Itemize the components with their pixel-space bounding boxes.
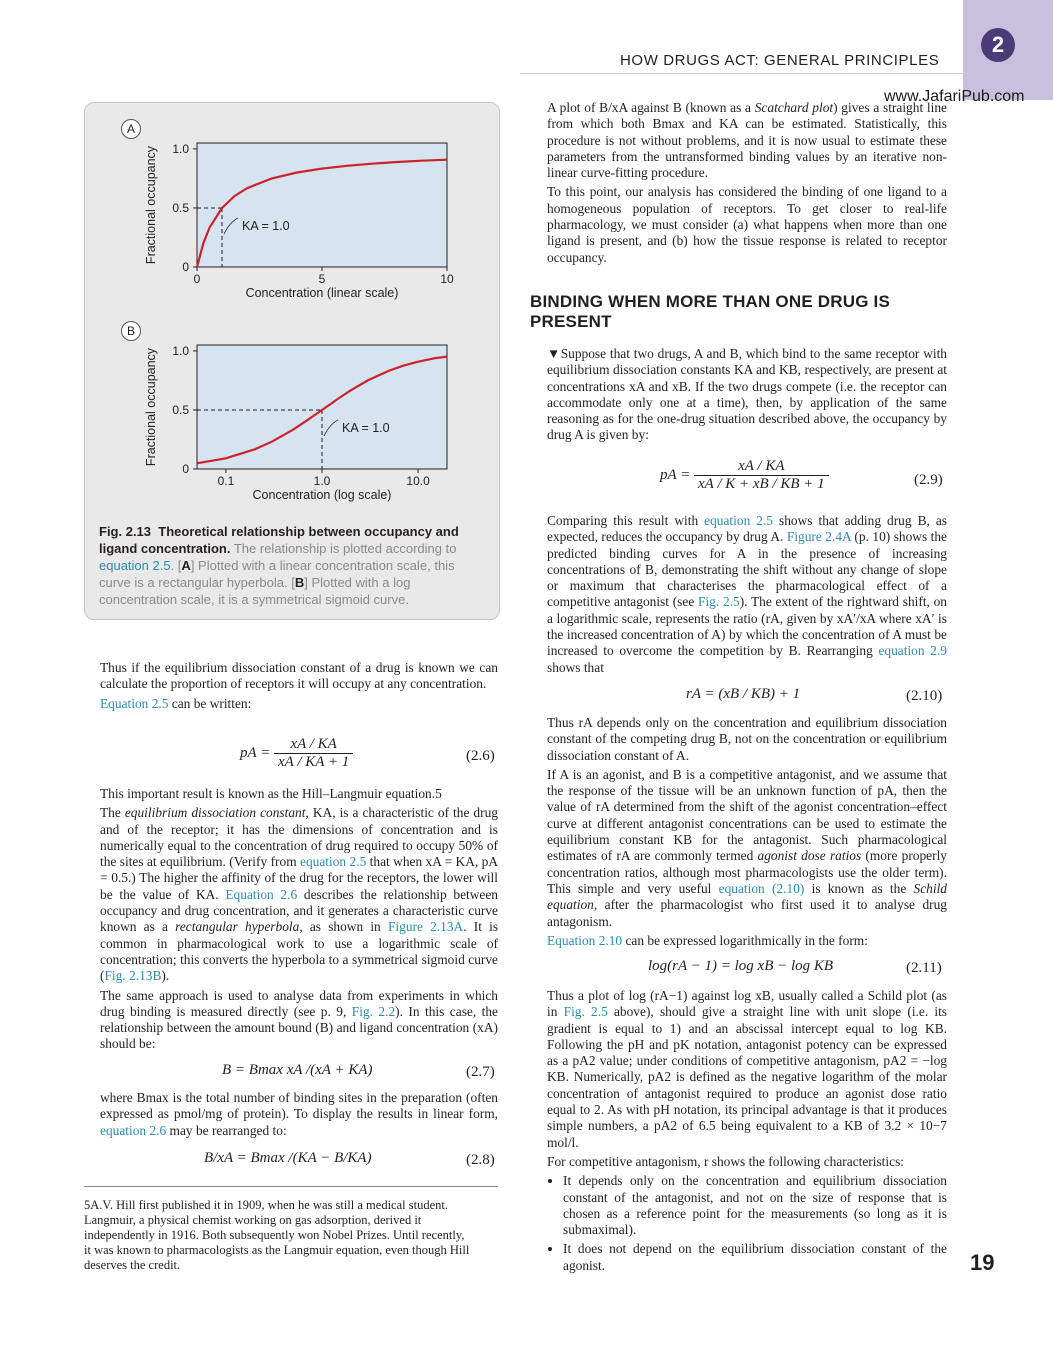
y-tick-label: 1.0	[172, 343, 189, 358]
caption-title: Theoretical relationship between occupancy and ligand concentration.	[99, 524, 459, 556]
annotation-label: KA = 1.0	[242, 218, 290, 233]
paragraph	[100, 805, 498, 984]
paragraph: This important result is known as the Hill–Langmuir equation.5	[100, 786, 442, 801]
equation-number: (2.8)	[466, 1152, 495, 1168]
left-column-body	[100, 660, 498, 715]
text: , KA, is a characteristic of the drug and of the receptor; it has the dimensions of concentration and is numerically equal to the concentration of drug required to occupy 50% of the sites at equilibrium. (Verify from	[100, 805, 498, 870]
equation-link[interactable]: equation 2.5	[704, 513, 774, 528]
figure-link[interactable]: Fig. 2.13B	[104, 968, 162, 984]
term: equilibrium dissociation constant	[124, 805, 306, 821]
text: where Bmax is the total number of binding sites in the preparation (often expressed as pmol/mg of protein). To display the results in linear form,	[100, 1090, 498, 1122]
page-number: 19	[970, 1250, 995, 1275]
caption-link[interactable]: equation 2.5	[99, 558, 171, 573]
footnote-rule	[84, 1186, 498, 1187]
list-item: • It does not depend on the equilibrium dissociation constant of the agonist.	[563, 1241, 947, 1274]
panel-b-letter: B	[121, 321, 141, 341]
caption-label-a: A	[181, 558, 191, 573]
text: , after the pharmacologist who first used it to analyse drug antagonism.	[547, 897, 947, 929]
paragraph: For competitive antagonism, r shows the following characteristics:	[547, 1153, 905, 1169]
paragraph	[547, 767, 947, 930]
figure-box	[84, 102, 500, 620]
paragraph: Thus if the equilibrium dissociation constant of a drug is known we can calculate the proportion of receptors it will occupy at any concentration.	[100, 660, 498, 692]
term: agonist dose ratios	[757, 848, 862, 864]
eq-numerator: xA / KA	[694, 458, 829, 476]
term: Scatchard plot	[754, 100, 834, 115]
paragraph	[547, 988, 947, 1151]
website-watermark: www.JafariPub.com	[884, 88, 1025, 105]
panel-a-letter: A	[121, 119, 141, 139]
figure-link[interactable]: Fig. 2.5	[563, 1004, 608, 1020]
y-tick-label: 1.0	[172, 141, 189, 156]
x-axis-label: Concentration (linear scale)	[245, 286, 399, 300]
text: , as shown in	[299, 919, 388, 935]
text: shows that adding drug B, as expected, reduces the occupancy by drug A.	[547, 513, 947, 545]
y-axis-label: Fractional occupancy	[144, 347, 158, 467]
figure-link[interactable]: Fig. 2.2	[351, 1003, 396, 1019]
caption-text: The relationship is plotted according to	[233, 541, 457, 556]
figure-link[interactable]: Fig. 2.5	[698, 594, 740, 610]
bullet-list	[547, 1173, 947, 1274]
text: can be written:	[168, 695, 252, 711]
text: ) gives a straight line from which both Bmax and KA can be estimated. Statistically, this procedure is not without problems, and it is now usual to estimate these parameters from the untransformed binding values by an iterative non-linear curve-fitting procedure.	[547, 100, 947, 181]
equation-link[interactable]: equation 2.5	[300, 854, 367, 870]
paragraph: ▼Suppose that two drugs, A and B, which bind to the same receptor with equilibrium dissociation constants KA and KB, respectively, are present at concentrations xA and xB. If the two drugs compete (i.e. the receptor can accommodate only one at a time), then, by application of the same reasoning as for the one-drug situation described above, the occupancy by drug A is given by:	[547, 346, 947, 443]
equation-2-11: log(rA − 1) = log xB − log KB	[648, 958, 834, 974]
annotation-label: KA = 1.0	[342, 420, 390, 435]
text: ). The extent of the rightward shift, on a logarithmic scale, represents the ratio (rA, given by xA′/xA where xA′ is the increased concentration of A) by which the concentration of A must be increased to overcome the competition by B. Rearranging	[547, 594, 948, 659]
y-axis-label: Fractional occupancy	[144, 145, 158, 265]
x-tick-label: 0.1	[217, 474, 235, 488]
equation-link[interactable]: equation 2.6	[100, 1122, 167, 1138]
equation-number: (2.7)	[466, 1064, 495, 1080]
equation-number: (2.9)	[914, 472, 943, 488]
caption-text: ] Plotted with a log concentration scale, it is a symmetrical sigmoid curve.	[99, 575, 411, 607]
caption-text: ] Plotted with a linear concentration scale, this curve is a rectangular hyperbola. [	[99, 558, 455, 590]
caption-label-b: B	[294, 575, 305, 590]
text: describes the relationship between occupancy and drug concentration, and it generates a characteristic curve known as a	[100, 886, 499, 935]
equation-number: (2.10)	[906, 688, 943, 704]
eq-fraction	[694, 458, 829, 493]
text: The same approach is used to analyse data from experiments in which drug binding is measured directly (see p. 9,	[100, 987, 498, 1019]
text: Thus a plot of log (rA−1) against log xB, usually called a Schild plot (as in	[547, 988, 947, 1020]
paragraph	[100, 1090, 498, 1139]
equation-2-7: B = Bmax xA /(xA + KA)	[222, 1062, 373, 1078]
text: may be rearranged to:	[166, 1122, 287, 1138]
text: The	[100, 805, 125, 821]
text: If A is an agonist, and B is a competitive antagonist, and we assume that the response of the tissue will be an unknown function of pA, then the value of rA determined from the shift of the agonist concentration–effect curve at different antagonist concentrations can be used to estimate the equilibrium constant KB for the antagonist. Such pharmacological estimates of rA are commonly termed	[547, 766, 947, 864]
paragraph	[547, 100, 947, 181]
equation-link[interactable]: equation (2.10)	[718, 880, 805, 896]
text: (p. 10) shows the predicted binding curves for A in the presence of increasing concentrations of B, demonstrating the shift without any change of slope or maximum that characterises the pharmacological effect of a competitive antagonist (see	[547, 529, 948, 610]
eq-denominator: xA / KA + 1	[278, 754, 350, 770]
text: Comparing this result with	[547, 513, 705, 528]
header-rule	[520, 73, 970, 74]
equation-number: (2.11)	[906, 960, 942, 976]
text: above), should give a straight line with unit slope (i.e. its gradient is equal to 1) and an abscissal intercept equal to log KB. Following the pH and pK notation, antagonist potency can be expressed as a pA2 value; under conditions of competitive antagonism, pA2 = −log KB. Numerically, pA2 is defined as the negative logarithm of the molar concentration of antagonist required to produce an agonist dose ratio equal to 2. As with pH notation, its principal advantage is that it produces simple numbers, a pA2 of 6.5 being equivalent to a KB of 3.2 × 10−7 mol/l.	[547, 1004, 948, 1150]
caption-number: Fig. 2.13	[99, 524, 152, 539]
figure-link[interactable]: Figure 2.4A	[786, 529, 851, 545]
x-tick-label: 10.0	[406, 474, 430, 488]
equation-link[interactable]: Equation 2.6	[225, 886, 298, 902]
list-item: • It depends only on the concentration and equilibrium dissociation constant of the antagonist, and not on the size of response that is chosen as a reference point for the measurements (so long as it is submaximal).	[563, 1173, 947, 1238]
text: A plot of B/xA against B (known as a	[547, 100, 755, 115]
text: ). In this case, the relationship between the amount bound (B) and ligand concentration (xA) should be:	[100, 1003, 498, 1052]
text: that when xA = KA, pA = 0.5.) The higher the affinity of the drug for the receptors, the lower will be the value of KA.	[100, 854, 498, 902]
figure-link[interactable]: Figure 2.13A	[387, 919, 464, 935]
chapter-number-badge: 2	[981, 28, 1015, 62]
x-tick-label: 1.0	[313, 474, 331, 488]
right-column-body-3	[547, 513, 947, 679]
right-column-body-4	[547, 715, 947, 952]
right-column-body-5	[547, 988, 947, 1277]
x-tick-label: 10	[440, 272, 454, 286]
text: ).	[161, 968, 170, 984]
term: Schild equation	[547, 880, 948, 913]
text: . It is common in pharmacological work to use a logarithmic scale of concentration; this converts the hyperbola to a symmetrical sigmoid curve (	[100, 919, 499, 984]
right-column-body-2	[547, 346, 947, 447]
y-tick-label: 0	[182, 462, 189, 476]
equation-link[interactable]: equation 2.9	[878, 643, 948, 659]
paragraph	[100, 696, 498, 712]
eq-fraction	[274, 736, 353, 771]
equation-number: (2.6)	[466, 748, 495, 764]
section-heading: BINDING WHEN MORE THAN ONE DRUG IS PRESENT	[530, 292, 891, 331]
left-column-body-3	[100, 1090, 498, 1142]
left-column-body-2	[100, 786, 498, 1056]
paragraph	[547, 933, 947, 949]
text: shows that	[547, 659, 604, 675]
text: is known as the	[804, 880, 914, 896]
y-tick-label: 0.5	[172, 200, 189, 215]
right-column-body	[547, 100, 947, 269]
text: (more properly concentration ratios, although most pharmacologists use the older term). This simple and very useful	[547, 848, 947, 896]
y-tick-label: 0.5	[172, 402, 189, 417]
eq-lhs: pA =	[240, 744, 271, 761]
paragraph: To this point, our analysis has considered the binding of one ligand to a homogeneous population of receptors. To get closer to real-life pharmacology, we must consider (a) what happens when more than one ligand is present, and (b) how the tissue response is related to receptor occupancy.	[547, 184, 947, 265]
x-tick-label: 0	[193, 272, 201, 286]
y-tick-label: 0	[182, 260, 189, 274]
equation-2-6	[240, 736, 353, 771]
running-head: HOW DRUGS ACT: GENERAL PRINCIPLES	[620, 52, 940, 69]
equation-2-10: rA = (xB / KB) + 1	[686, 686, 801, 702]
eq-denominator: xA / K + xB / KB + 1	[698, 476, 825, 492]
paragraph	[100, 988, 498, 1053]
paragraph	[547, 513, 947, 676]
equation-2-9	[660, 458, 829, 493]
eq-numerator: xA / KA	[274, 736, 353, 754]
text: can be expressed logarithmically in the form:	[622, 932, 868, 948]
equation-link[interactable]: Equation 2.10	[547, 932, 623, 948]
x-tick-label: 5	[318, 272, 326, 286]
caption-text: . [	[170, 558, 182, 573]
x-axis-label: Concentration (log scale)	[252, 488, 392, 502]
chart-b	[135, 335, 475, 515]
equation-2-8: B/xA = Bmax /(KA − B/KA)	[204, 1150, 372, 1166]
term: rectangular hyperbola	[175, 919, 300, 935]
equation-link[interactable]: Equation 2.5	[100, 695, 169, 711]
chart-a	[135, 133, 475, 313]
eq-lhs: pA =	[660, 466, 691, 483]
figure-caption	[99, 523, 489, 608]
footnote: 5A.V. Hill first published it in 1909, when he was still a medical student. Langmuir, a physical chemist working on gas adsorption, derived it independently in 1916. Both subsequently won Nobel Prizes. Until recently, it was known to pharmacologists as the Langmuir equation, even though Hill deserves the credit.	[84, 1198, 470, 1272]
paragraph: Thus rA depends only on the concentration and equilibrium dissociation constant of the competing drug B, not on the concentration or equilibrium dissociation constant of A.	[547, 715, 947, 763]
